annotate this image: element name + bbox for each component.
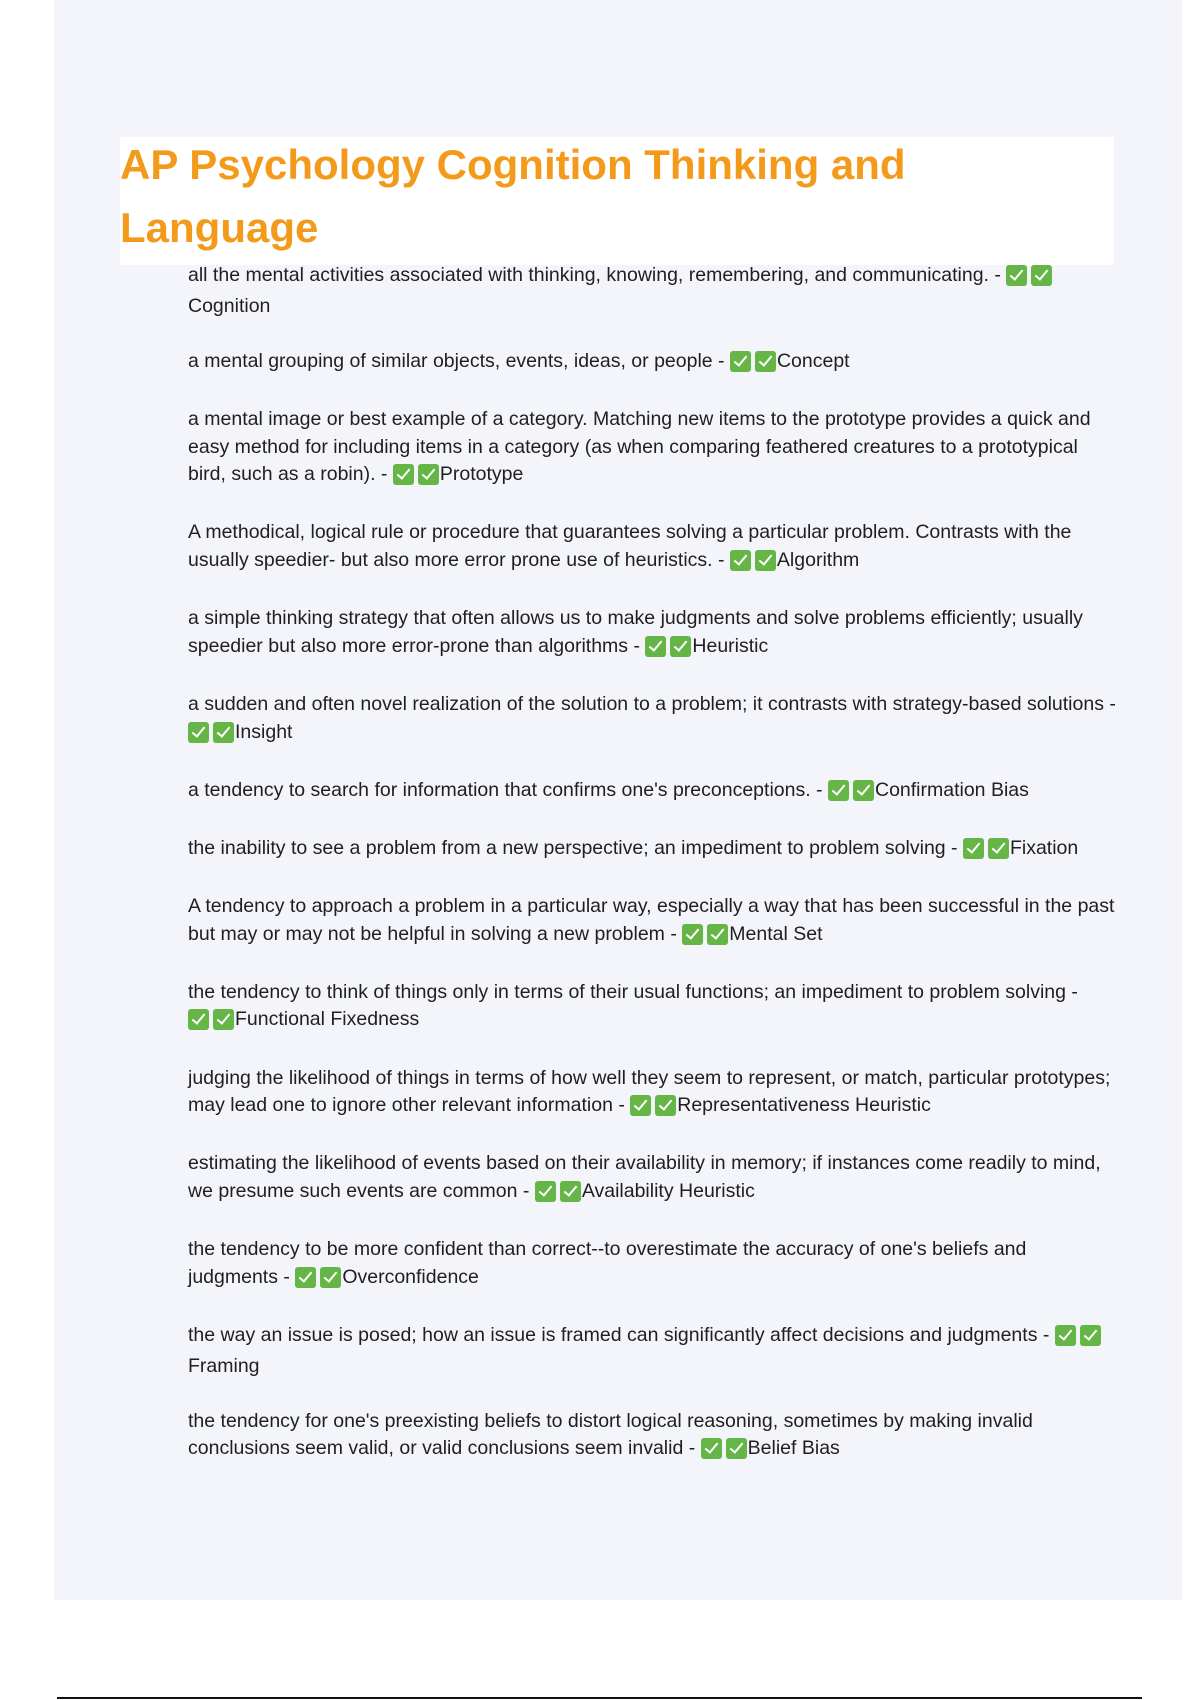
flashcard-entry <box>188 348 1118 379</box>
answer-marker <box>188 722 235 750</box>
green-check-mark-icon <box>963 838 984 859</box>
green-check-mark-icon <box>726 1438 747 1459</box>
entry-term: Availability Heuristic <box>581 1180 755 1202</box>
entry-definition: the tendency to be more confident than correct--to overestimate the accuracy of one's beliefs and judgments - <box>188 1238 1027 1288</box>
green-check-mark-icon <box>188 722 209 743</box>
document-title: AP Psychology Cognition Thinking and Language <box>120 141 906 251</box>
entry-term: Mental Set <box>729 922 823 945</box>
entry-term: Algorithm <box>776 548 860 571</box>
answer-marker <box>535 1181 582 1209</box>
entry-term: Insight <box>235 720 293 743</box>
answer-marker <box>1055 1325 1102 1353</box>
flashcard-entry <box>188 406 1118 492</box>
entry-definition: the way an issue is posed; how an issue is framed can significantly affect decisions and judgments - <box>188 1323 1050 1346</box>
answer-marker <box>630 1095 677 1123</box>
answer-marker <box>1006 265 1053 293</box>
flashcard-entry <box>188 262 1118 320</box>
entry-definition: A methodical, logical rule or procedure that guarantees solving a particular problem. Contrasts with the usually speedier- but also more error prone use of heuristics. - <box>188 521 1072 571</box>
green-check-mark-icon <box>213 1009 234 1030</box>
entry-definition: a mental image or best example of a category. Matching new items to the prototype provides a quick and easy method for including items in a category (as when comparing feathered creatures to a prototypical bird, such as a robin). - <box>188 407 1091 486</box>
entry-definition: the tendency for one's preexisting beliefs to distort logical reasoning, sometimes by making invalid conclusions seem valid, or valid conclusions seem invalid - <box>188 1409 1033 1460</box>
flashcard-entry <box>188 1236 1118 1294</box>
green-check-mark-icon <box>295 1267 316 1288</box>
green-check-mark-icon <box>1031 265 1052 286</box>
entry-term: Prototype <box>439 463 524 486</box>
entry-term: Fixation <box>1009 836 1079 859</box>
flashcard-entry <box>188 777 1118 808</box>
green-check-mark-icon <box>1080 1325 1101 1346</box>
green-check-mark-icon <box>213 722 234 743</box>
green-check-mark-icon <box>630 1095 651 1116</box>
flashcard-entry <box>188 605 1118 663</box>
entry-term: Overconfidence <box>342 1265 479 1288</box>
green-check-mark-icon <box>1055 1325 1076 1346</box>
green-check-mark-icon <box>730 351 751 372</box>
entry-term: Framing <box>188 1354 260 1377</box>
entry-term: Belief Bias <box>747 1437 840 1460</box>
green-check-mark-icon <box>670 636 691 657</box>
answer-marker <box>645 636 692 664</box>
entry-term: Heuristic <box>692 634 769 657</box>
answer-marker <box>701 1438 748 1466</box>
answer-marker <box>188 1009 235 1037</box>
green-check-mark-icon <box>730 550 751 571</box>
entry-term: Representativeness Heuristic <box>677 1094 931 1117</box>
entry-definition: a simple thinking strategy that often allows us to make judgments and solve problems efficiently; usually speedier but also more error-prone than algorithms - <box>188 607 1083 657</box>
green-check-mark-icon <box>988 838 1009 859</box>
green-check-mark-icon <box>655 1095 676 1116</box>
answer-marker <box>295 1267 342 1295</box>
green-check-mark-icon <box>828 780 849 801</box>
answer-marker <box>393 464 440 492</box>
flashcard-entry <box>188 835 1118 866</box>
flashcard-entry <box>188 979 1118 1037</box>
answer-marker <box>828 780 875 808</box>
green-check-mark-icon <box>701 1438 722 1459</box>
entry-term: Cognition <box>188 294 271 317</box>
green-check-mark-icon <box>755 550 776 571</box>
entry-definition: the tendency to think of things only in terms of their usual functions; an impediment to problem solving - <box>188 980 1078 1003</box>
green-check-mark-icon <box>188 1009 209 1030</box>
flashcard-entry <box>188 1065 1118 1123</box>
entry-definition: a mental grouping of similar objects, events, ideas, or people - <box>188 349 725 372</box>
green-check-mark-icon <box>1006 265 1027 286</box>
entry-term: Confirmation Bias <box>874 778 1029 801</box>
answer-marker <box>963 838 1010 866</box>
flashcard-entry <box>188 1150 1118 1208</box>
flashcard-entry <box>188 1322 1118 1380</box>
entry-definition: a tendency to search for information that confirms one's preconceptions. - <box>188 778 823 801</box>
green-check-mark-icon <box>645 636 666 657</box>
green-check-mark-icon <box>755 351 776 372</box>
flashcard-entry <box>188 691 1118 749</box>
entry-term: Concept <box>776 349 850 372</box>
green-check-mark-icon <box>707 924 728 945</box>
answer-marker <box>730 351 777 379</box>
green-check-mark-icon <box>535 1181 556 1202</box>
green-check-mark-icon <box>393 464 414 485</box>
page-bottom-rule <box>57 1697 1142 1699</box>
flashcard-entry <box>188 519 1118 577</box>
flashcard-list <box>188 262 1118 1494</box>
entry-term: Functional Fixedness <box>235 1008 420 1031</box>
answer-marker <box>682 924 729 952</box>
entry-definition: estimating the likelihood of events based on their availability in memory; if instances come readily to mind, we presume such events are common - <box>188 1152 1101 1202</box>
entry-definition: judging the likelihood of things in terms of how well they seem to represent, or match, particular prototypes; may lead one to ignore other relevant information - <box>188 1066 1111 1117</box>
entry-definition: all the mental activities associated with thinking, knowing, remembering, and communicating. - <box>188 264 1001 286</box>
flashcard-entry <box>188 1408 1118 1466</box>
green-check-mark-icon <box>682 924 703 945</box>
green-check-mark-icon <box>560 1181 581 1202</box>
answer-marker <box>730 550 777 578</box>
entry-definition: the inability to see a problem from a new perspective; an impediment to problem solving - <box>188 836 958 859</box>
flashcard-entry <box>188 893 1118 951</box>
green-check-mark-icon <box>853 780 874 801</box>
green-check-mark-icon <box>320 1267 341 1288</box>
entry-definition: a sudden and often novel realization of the solution to a problem; it contrasts with strategy-based solutions - <box>188 692 1116 715</box>
entry-definition: A tendency to approach a problem in a particular way, especially a way that has been successful in the past but may or may not be helpful in solving a new problem - <box>188 895 1115 945</box>
green-check-mark-icon <box>418 464 439 485</box>
